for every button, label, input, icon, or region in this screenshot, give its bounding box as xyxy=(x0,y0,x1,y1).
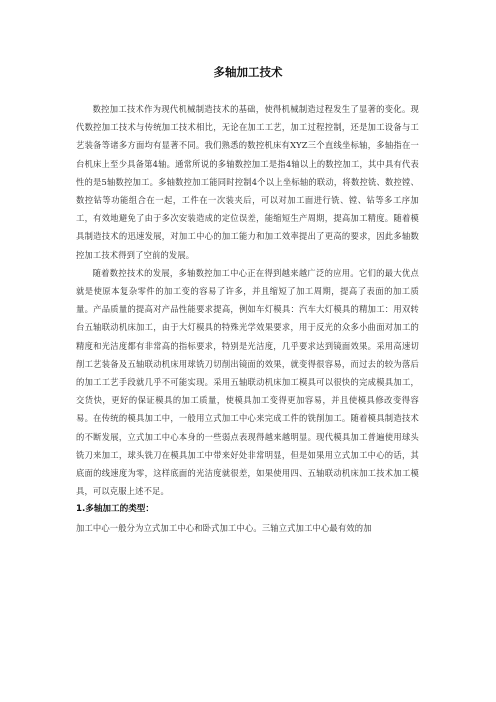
section-heading: 1.多轴加工的类型： xyxy=(76,504,154,515)
document-title: 多轴加工技术 xyxy=(213,65,283,79)
paragraph-intro: 数控加工技术作为现代机械制造技术的基础，使得机械制造过程发生了显著的变化。现代数控加工技术与传统加工技术相比，无论在加工工艺，加工过程控制，还是加工设备与工艺装备等诸多方面均有显著不同。我们熟悉的数控机床有XYZ三个直线坐标轴，多轴指在一台机床上至少具备第4轴。通常所说的多轴数控加工是指4轴以上的数控加工，其中具有代表性的是5轴数控加工。多轴数控加工能同时控制4个以上坐标轴的联动，将数控铣、数控镗、数控钻等功能组合在一起，工件在一次装夹后，可以对加工面进行铣、镗、钻等多工序加工，有效地避免了由于多次安装造成的定位误差，能缩短生产周期，提高加工精度。随着模具制造技术的迅速发展，对加工中心的加工能力和加工效率提出了更高的要求，因此多轴数控加工技术得到了空前的发展。 xyxy=(76,104,419,260)
paragraph-applications: 随着数控技术的发展，多轴数控加工中心正在得到越来越广泛的应用。它们的最大优点就是使原本复杂零件的加工变的容易了许多，并且缩短了加工周期，提高了表面的加工质量。产品质量的提高对产品性能要求提高，例如车灯模具：汽车大灯模具的精加工：用双转台五轴联动机床加工，由于大灯模具的特殊光学效果要求，用于反光的众多小曲面对加工的精度和光洁度都有非常高的指标要求，特别是光洁度，几乎要求达到镜面效果。采用高速切削工艺装备及五轴联动机床用球铣刀切削出镜面的效果，就变得很容易，而过去的较为落后的加工工艺手段就几乎不可能实现。采用五轴联动机床加工模具可以很快的完成模具加工，交货快，更好的保证模具的加工质量，使模具加工变得更加容易，并且使模具修改变得容易。在传统的模具加工中，一般用立式加工中心来完成工件的铣削加工。随着模具制造技术的不断发展，立式加工中心本身的一些弱点表现得越来越明显。现代模具加工普遍使用球头铣刀来加工，球头铣刀在模具加工中带来好处非常明显，但是如果用立式加工中心的话，其底面的线速度为零，这样底面的光洁度就很差，如果使用四、五轴联动机床加工技术加工模具，可以克服上述不足。 xyxy=(76,267,419,497)
paragraph-section-start: 加工中心一般分为立式加工中心和卧式加工中心。三轴立式加工中心最有效的加 xyxy=(76,522,372,533)
document-body xyxy=(76,100,419,537)
